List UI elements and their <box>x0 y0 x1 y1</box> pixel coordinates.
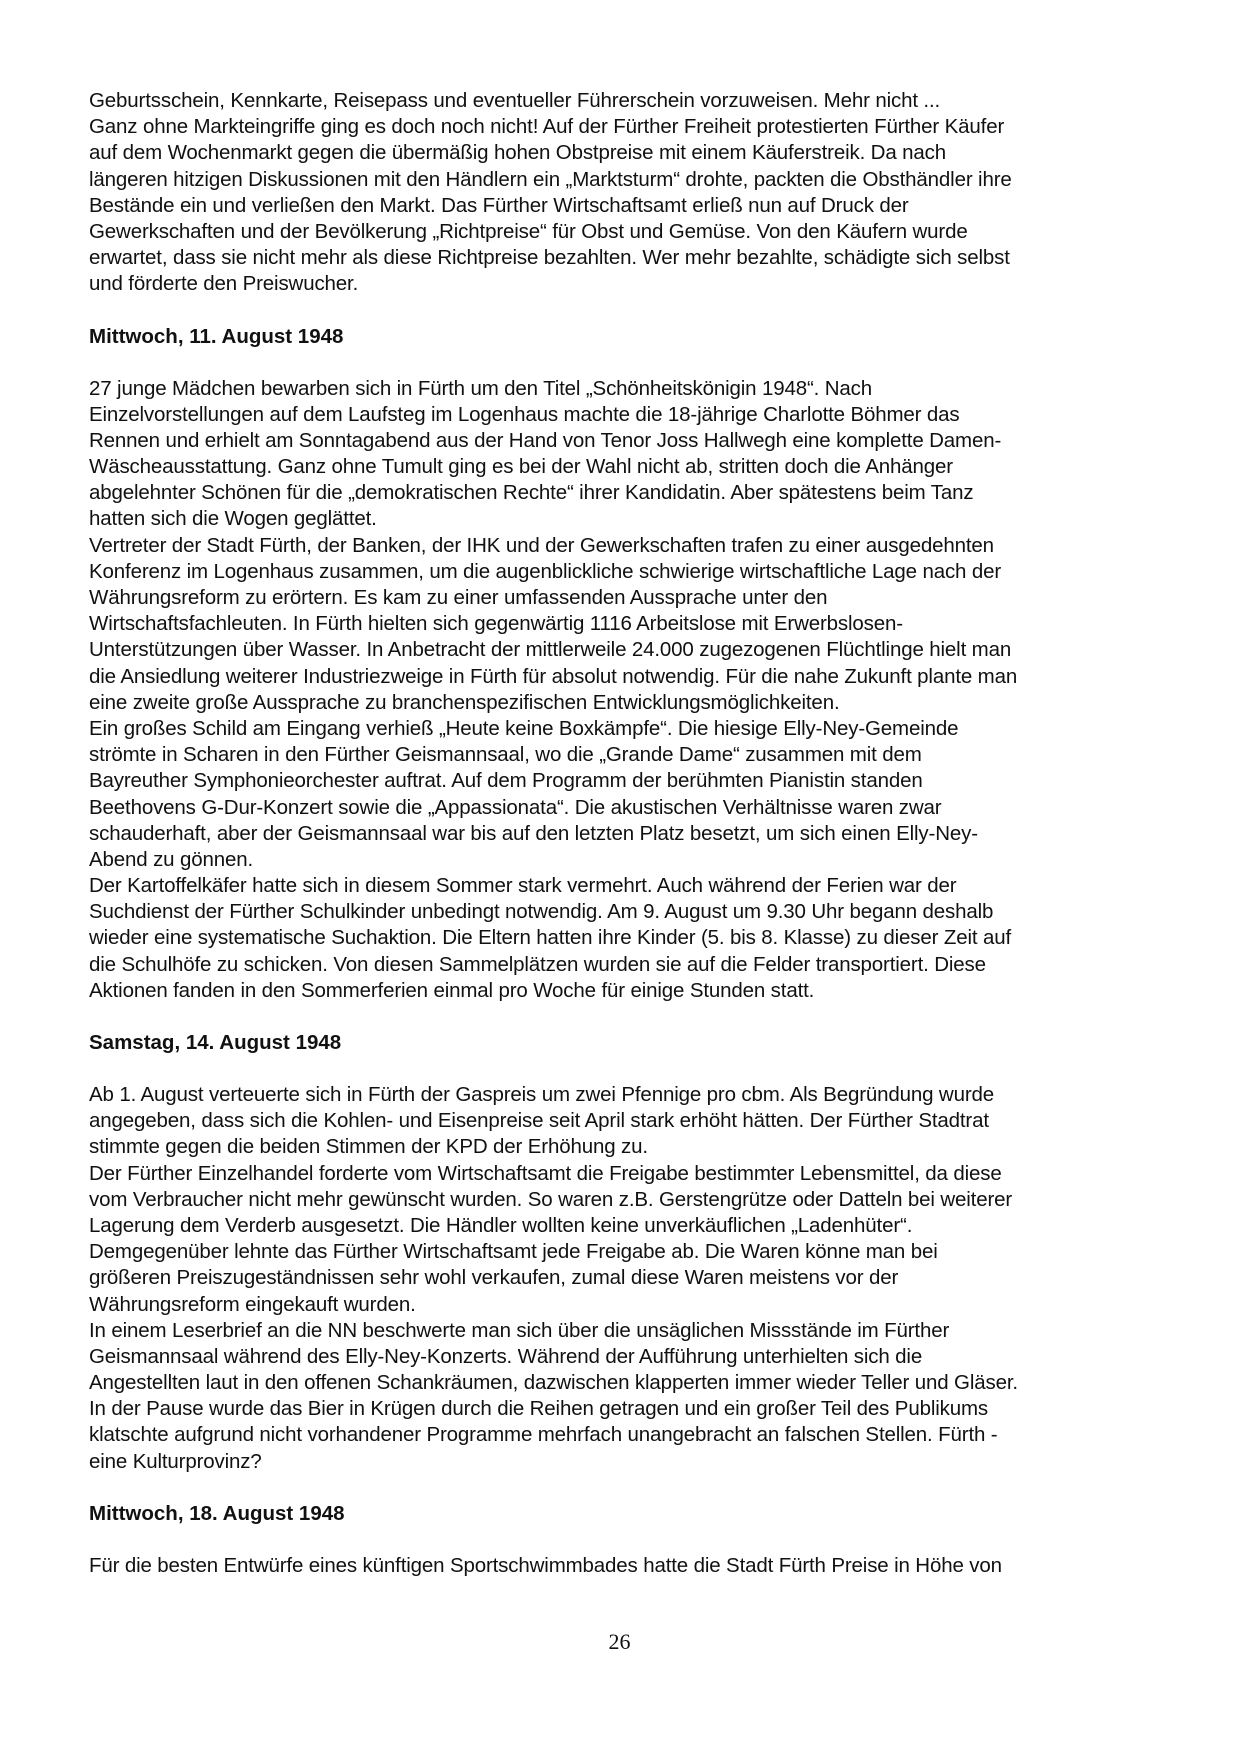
text-line: auf dem Wochenmarkt gegen die übermäßig hohen Obstpreise mit einem Käuferstreik. Da nach <box>89 141 946 165</box>
spacer <box>89 298 1169 324</box>
text-line: Wäscheausstattung. Ganz ohne Tumult ging es bei der Wahl nicht ab, stritten doch die Anhänger <box>89 455 953 479</box>
text-line: Ab 1. August verteuerte sich in Fürth der Gaspreis um zwei Pfennige pro cbm. Als Begründung wurde <box>89 1083 995 1106</box>
text-line: 27 junge Mädchen bewarben sich in Fürth um den Titel „Schönheitskönigin 1948“. Nach <box>89 376 872 400</box>
text-line: Konferenz im Logenhaus zusammen, um die augenblickliche schwierige wirtschaftliche Lage nach der <box>89 559 1002 583</box>
section-heading: Mittwoch, 11. August 1948 <box>89 324 344 348</box>
text-line: Geburtsschein, Kennkarte, Reisepass und eventueller Führerschein vorzuweisen. Mehr nicht ... <box>89 89 941 112</box>
text-line: größeren Preiszugeständnissen sehr wohl verkaufen, zumal diese Waren meistens vor der <box>89 1266 899 1290</box>
text-line: abgelehnter Schönen für die „demokratischen Rechte“ ihrer Kandidatin. Aber spätestens beim Tanz <box>89 481 974 505</box>
text-line: Ein großes Schild am Eingang verhieß „Heute keine Boxkämpfe“. Die hiesige Elly-Ney-Gemeinde <box>89 716 959 740</box>
text-line: Bayreuther Symphonieorchester auftrat. Auf dem Programm der berühmten Pianistin standen <box>89 769 923 793</box>
text-line: hatten sich die Wogen geglättet. <box>89 507 377 531</box>
section-body <box>89 1553 1169 1579</box>
section-body <box>89 1082 1169 1475</box>
text-line: strömte in Scharen in den Fürther Geismannsaal, wo die „Grande Dame“ zusammen mit dem <box>89 743 922 767</box>
text-line: Suchdienst der Fürther Schulkinder unbedingt notwendig. Am 9. August um 9.30 Uhr begann deshalb <box>89 900 994 924</box>
text-line: Abend zu gönnen. <box>89 847 254 871</box>
text-line: Gewerkschaften und der Bevölkerung „Richtpreise“ für Obst und Gemüse. Von den Käufern wurde <box>89 219 968 243</box>
text-line: die Schulhöfe zu schicken. Von diesen Sammelplätzen wurden sie auf die Felder transportiert. Diese <box>89 952 986 976</box>
text-line: Lagerung dem Verderb ausgesetzt. Die Händler wollten keine unverkäuflichen „Ladenhüter“. <box>89 1213 913 1237</box>
text-line: In einem Leserbrief an die NN beschwerte man sich über die unsäglichen Missstände im Fürther <box>89 1318 950 1342</box>
text-line: erwartet, dass sie nicht mehr als diese Richtpreise bezahlten. Wer mehr bezahlte, schädigte sich selbst <box>89 246 1010 270</box>
text-line: Währungsreform zu erörtern. Es kam zu einer umfassenden Aussprache unter den <box>89 586 828 609</box>
text-line: Bestände ein und verließen den Markt. Das Fürther Wirtschaftsamt erließ nun auf Druck der <box>89 193 909 217</box>
section-heading: Samstag, 14. August 1948 <box>89 1031 342 1054</box>
spacer <box>89 350 1169 376</box>
text-line: wieder eine systematische Suchaktion. Die Eltern hatten ihre Kinder (5. bis 8. Klasse) zu dieser Zeit auf <box>89 926 1012 950</box>
section-heading: Mittwoch, 18. August 1948 <box>89 1501 345 1525</box>
text-line: Unterstützungen über Wasser. In Anbetracht der mittlerweile 24.000 zugezogenen Flüchtlinge hielt man <box>89 638 1012 662</box>
text-line: Der Fürther Einzelhandel forderte vom Wirtschaftsamt die Freigabe bestimmter Lebensmittel, da diese <box>89 1161 1002 1185</box>
text-line: Angestellten laut in den offenen Schankräumen, dazwischen klapperten immer wieder Teller und Gläser. <box>89 1371 1018 1395</box>
page-content <box>89 88 1169 1579</box>
text-line: Währungsreform eingekauft wurden. <box>89 1292 416 1316</box>
text-line: In der Pause wurde das Bier in Krügen durch die Reihen getragen und ein großer Teil des Publikums <box>89 1397 989 1421</box>
text-line: und förderte den Preiswucher. <box>89 272 359 296</box>
spacer <box>89 1475 1169 1501</box>
text-line: Der Kartoffelkäfer hatte sich in diesem Sommer stark vermehrt. Auch während der Ferien war der <box>89 874 957 898</box>
spacer <box>89 1056 1169 1082</box>
text-line: Geismannsaal während des Elly-Ney-Konzerts. Während der Aufführung unterhielten sich die <box>89 1344 923 1368</box>
text-line: längeren hitzigen Diskussionen mit den Händlern ein „Marktsturm“ drohte, packten die Obsthändler ihre <box>89 167 1012 191</box>
text-line: vom Verbraucher nicht mehr gewünscht wurden. So waren z.B. Gerstengrütze oder Datteln bei weiterer <box>89 1187 1013 1211</box>
page-number: 26 <box>608 1629 631 1654</box>
section-body <box>89 376 1169 1005</box>
spacer <box>89 1004 1169 1030</box>
text-line: Aktionen fanden in den Sommerferien einmal pro Woche für einige Stunden statt. <box>89 978 815 1002</box>
text-line: Beethovens G-Dur-Konzert sowie die „Appassionata“. Die akustischen Verhältnisse waren zwar <box>89 795 942 819</box>
text-line: Einzelvorstellungen auf dem Laufsteg im Logenhaus machte die 18-jährige Charlotte Böhmer das <box>89 402 960 426</box>
text-line: eine Kulturprovinz? <box>89 1449 262 1473</box>
text-line: eine zweite große Aussprache zu branchenspezifischen Entwicklungsmöglichkeiten. <box>89 690 840 714</box>
text-line: die Ansiedlung weiterer Industriezweige in Fürth für absolut notwendig. Für die nahe Zukunft plante man <box>89 664 1018 688</box>
text-line: Vertreter der Stadt Fürth, der Banken, der IHK und der Gewerkschaften trafen zu einer ausgedehnten <box>89 533 994 557</box>
intro-paragraph <box>89 88 1169 298</box>
text-line: Für die besten Entwürfe eines künftigen Sportschwimmbades hatte die Stadt Fürth Preise in Höhe von <box>89 1553 1002 1577</box>
text-line: schauderhaft, aber der Geismannsaal war bis auf den letzten Platz besetzt, um sich einen Elly-Ney- <box>89 821 978 845</box>
text-line: stimmte gegen die beiden Stimmen der KPD der Erhöhung zu. <box>89 1135 648 1159</box>
text-line: klatschte aufgrund nicht vorhandener Programme mehrfach unangebracht an falschen Stellen. Fürth - <box>89 1423 998 1447</box>
text-line: angegeben, dass sich die Kohlen- und Eisenpreise seit April stark erhöht hätten. Der Fürther Stadtrat <box>89 1109 989 1133</box>
text-line: Ganz ohne Markteingriffe ging es doch noch nicht! Auf der Fürther Freiheit protestierten Fürther Käufer <box>89 115 1005 139</box>
text-line: Wirtschaftsfachleuten. In Fürth hielten sich gegenwärtig 1116 Arbeitslose mit Erwerbslosen- <box>89 612 903 636</box>
spacer <box>89 1527 1169 1553</box>
text-line: Rennen und erhielt am Sonntagabend aus der Hand von Tenor Joss Hallwegh eine komplette Damen- <box>89 428 1002 452</box>
text-line: Demgegenüber lehnte das Fürther Wirtschaftsamt jede Freigabe ab. Die Waren könne man bei <box>89 1240 938 1264</box>
